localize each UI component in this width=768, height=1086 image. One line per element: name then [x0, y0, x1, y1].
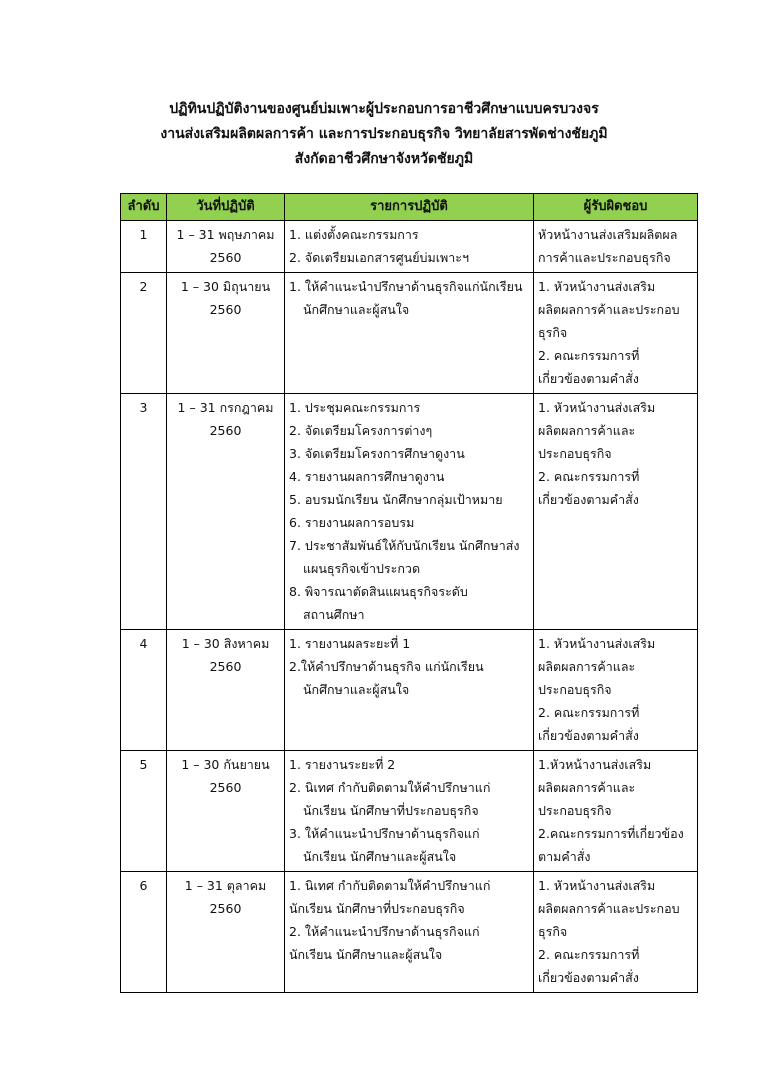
row-responsible — [534, 273, 698, 394]
table-row — [121, 751, 698, 872]
task-line: 1. ประชุมคณะกรรมการ — [289, 400, 421, 415]
table-row — [121, 630, 698, 751]
document-title-line-1: ปฏิทินปฏิบัติงานของศูนย์บ่มเพาะผู้ประกอบการอาชีวศึกษาแบบครบวงจร — [169, 101, 599, 117]
date-line: 2560 — [209, 659, 242, 674]
date-line: 1 – 30 กันยายน — [181, 757, 270, 772]
responsible-line: 2. คณะกรรมการที่ — [538, 705, 640, 720]
date-line: 1 – 30 สิงหาคม — [181, 636, 270, 651]
responsible-line: ผลิตผลการค้าและประกอบ — [538, 302, 680, 317]
header-tasks: รายการปฏิบัติ — [285, 194, 534, 221]
responsible-line: 1.หัวหน้างานส่งเสริม — [538, 757, 652, 772]
task-line: 2. จัดเตรียมโครงการต่างๆ — [289, 423, 433, 438]
responsible-line: การค้าและประกอบธุรกิจ — [538, 250, 671, 265]
task-line: 2. ให้คำแนะนำปรึกษาด้านธุรกิจแก่ — [289, 924, 480, 939]
date-line: 2560 — [209, 901, 242, 916]
responsible-line: ประกอบธุรกิจ — [538, 803, 612, 818]
task-line: 3. จัดเตรียมโครงการศึกษาดูงาน — [289, 446, 465, 461]
row-tasks — [285, 751, 534, 872]
row-date — [167, 221, 285, 273]
row-responsible — [534, 221, 698, 273]
row-responsible — [534, 394, 698, 630]
date-line: 2560 — [209, 423, 242, 438]
responsible-line: 2. คณะกรรมการที่ — [538, 947, 640, 962]
row-date — [167, 273, 285, 394]
date-line: 2560 — [209, 250, 242, 265]
task-line: 8. พิจารณาตัดสินแผนธุรกิจระดับ — [289, 584, 468, 599]
responsible-line: ประกอบธุรกิจ — [538, 682, 612, 697]
responsible-line: ผลิตผลการค้าและ — [538, 659, 636, 674]
document-title-line-3: สังกัดอาชีวศึกษาจังหวัดชัยภูมิ — [294, 151, 474, 167]
task-line: 2. จัดเตรียมเอกสารศูนย์บ่มเพาะฯ — [289, 250, 469, 265]
date-line: 1 – 31 กรกฎาคม — [177, 400, 274, 415]
task-line: 1. นิเทศ กำกับติดตามให้คำปรึกษาแก่ — [289, 878, 491, 893]
row-responsible — [534, 751, 698, 872]
row-date — [167, 751, 285, 872]
header-date: วันที่ปฏิบัติ — [167, 194, 285, 221]
task-line: 2.ให้คำปรึกษาด้านธุรกิจ แก่นักเรียน — [289, 659, 484, 674]
responsible-line: 1. หัวหน้างานส่งเสริม — [538, 878, 656, 893]
document-title-line-2: งานส่งเสริมผลิตผลการค้า และการประกอบธุรกิจ วิทยาลัยสารพัดช่างชัยภูมิ — [160, 126, 608, 142]
row-date — [167, 872, 285, 993]
row-number: 3 — [121, 394, 167, 630]
date-line: 1 – 30 มิถุนายน — [180, 279, 271, 294]
row-number: 4 — [121, 630, 167, 751]
task-line: นักเรียน นักศึกษาและผู้สนใจ — [289, 947, 443, 962]
task-line: นักเรียน นักศึกษาและผู้สนใจ — [303, 849, 457, 864]
task-line: 4. รายงานผลการศึกษาดูงาน — [289, 469, 445, 484]
task-line: 6. รายงานผลการอบรม — [289, 515, 415, 530]
row-number: 1 — [121, 221, 167, 273]
date-line: 2560 — [209, 780, 242, 795]
task-line: 3. ให้คำแนะนำปรึกษาด้านธุรกิจแก่ — [289, 826, 480, 841]
row-tasks — [285, 872, 534, 993]
row-date — [167, 394, 285, 630]
task-line: 1. ให้คำแนะนำปรึกษาด้านธุรกิจแก่นักเรียน — [289, 279, 523, 294]
date-line: 1 – 31 พฤษภาคม — [176, 227, 275, 242]
row-tasks — [285, 221, 534, 273]
responsible-line: ผลิตผลการค้าและ — [538, 780, 636, 795]
responsible-line: ผลิตผลการค้าและ — [538, 423, 636, 438]
responsible-line: ผลิตผลการค้าและประกอบ — [538, 901, 680, 916]
row-number: 2 — [121, 273, 167, 394]
responsible-line: ประกอบธุรกิจ — [538, 446, 612, 461]
table-header-row — [121, 194, 698, 221]
task-line: สถานศึกษา — [303, 607, 365, 622]
responsible-line: ธุรกิจ — [538, 325, 568, 340]
table-row — [121, 273, 698, 394]
responsible-line: 1. หัวหน้างานส่งเสริม — [538, 279, 656, 294]
header-number: ลำดับ — [121, 194, 167, 221]
responsible-line: 2. คณะกรรมการที่ — [538, 469, 640, 484]
row-number: 5 — [121, 751, 167, 872]
date-line: 2560 — [209, 302, 242, 317]
header-responsible: ผู้รับผิดชอบ — [534, 194, 698, 221]
responsible-line: ตามคำสั่ง — [538, 849, 591, 864]
responsible-line: เกี่ยวข้องตามคำสั่ง — [538, 371, 639, 386]
responsible-line: เกี่ยวข้องตามคำสั่ง — [538, 970, 639, 985]
task-line: 2. นิเทศ กำกับติดตามให้คำปรึกษาแก่ — [289, 780, 491, 795]
task-line: 1. รายงานระยะที่ 2 — [289, 757, 396, 772]
responsible-line: 1. หัวหน้างานส่งเสริม — [538, 636, 656, 651]
row-tasks — [285, 394, 534, 630]
row-date — [167, 630, 285, 751]
table-row — [121, 872, 698, 993]
responsible-line: 2. คณะกรรมการที่ — [538, 348, 640, 363]
task-line: นักเรียน นักศึกษาที่ประกอบธุรกิจ — [289, 901, 465, 916]
responsible-line: เกี่ยวข้องตามคำสั่ง — [538, 492, 639, 507]
row-tasks — [285, 630, 534, 751]
task-line: นักเรียน นักศึกษาที่ประกอบธุรกิจ — [303, 803, 479, 818]
responsible-line: ธุรกิจ — [538, 924, 568, 939]
schedule-table — [120, 193, 698, 993]
task-line: 7. ประชาสัมพันธ์ให้กับนักเรียน นักศึกษาส่ง — [289, 538, 520, 553]
responsible-line: 2.คณะกรรมการที่เกี่ยวข้อง — [538, 826, 684, 841]
table-row — [121, 221, 698, 273]
row-responsible — [534, 630, 698, 751]
responsible-line: หัวหน้างานส่งเสริมผลิตผล — [538, 227, 678, 242]
row-tasks — [285, 273, 534, 394]
task-line: นักศึกษาและผู้สนใจ — [303, 302, 410, 317]
task-line: นักศึกษาและผู้สนใจ — [303, 682, 410, 697]
responsible-line: 1. หัวหน้างานส่งเสริม — [538, 400, 656, 415]
task-line: 1. รายงานผลระยะที่ 1 — [289, 636, 411, 651]
row-number: 6 — [121, 872, 167, 993]
date-line: 1 – 31 ตุลาคม — [184, 878, 267, 893]
responsible-line: เกี่ยวข้องตามคำสั่ง — [538, 728, 639, 743]
row-responsible — [534, 872, 698, 993]
table-row — [121, 394, 698, 630]
task-line: 5. อบรมนักเรียน นักศึกษากลุ่มเป้าหมาย — [289, 492, 503, 507]
task-line: 1. แต่งตั้งคณะกรรมการ — [289, 227, 419, 242]
task-line: แผนธุรกิจเข้าประกวด — [303, 561, 421, 576]
